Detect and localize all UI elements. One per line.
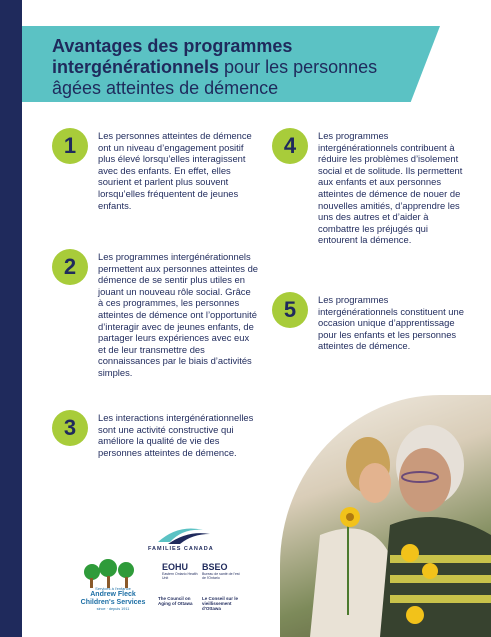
title-bold: Avantages des programmes intergénérationnels (52, 36, 293, 77)
grandmother-child-photo (280, 395, 491, 637)
andrew-fleck-small-text: Services à l'enfance (95, 586, 131, 591)
andrew-fleck-name: Andrew Fleck Children's Services (80, 591, 146, 606)
partner-logos (78, 520, 268, 630)
item-text-2: Les programmes intergénérationnels permettent aux personnes atteintes de démence de se sentir plus utiles en jouant un nouveau rôle social. Grâce à ces programmes, les personnes atteintes de démence ont l’opportunité d’interagir avec de jeunes enfants, de partager leurs expériences avec eux et de leur transmettre des connaissances par le biais d’activités simples. (98, 251, 258, 378)
item-text-3: Les interactions intergénérationnelles sont une activité constructive qui améliore la qualité de vie des personnes atteintes de démence. (98, 412, 254, 458)
council-on-aging-logo: The Council on Aging of Ottawa (158, 596, 193, 606)
families-canada-logo (148, 520, 238, 548)
page-title (52, 36, 422, 99)
item-text-1: Les personnes atteintes de démence ont un niveau d’engagement positif plus élevé lorsqu’elles interagissent avec des enfants. En effet, elles sourient et parlent plus souvent lorsqu’elles fréquentent de jeunes enfants. (98, 130, 252, 211)
eohu-subtitle: Eastern Ontario Health Unit (162, 572, 198, 580)
eohu-logo: EOHU (162, 562, 189, 572)
item-text-4: Les programmes intergénérationnels contribuent à réduire les problèmes d’isolement social et de solitude. Ils permettent aux enfants et aux personnes atteintes de démence de nouer de nouvelles amitiés, d’apprendre les uns des autres et d’aider à combattre les préjugés qui entourent la démence. (318, 130, 463, 246)
number-badge-3: 3 (52, 410, 88, 446)
number-badge-1: 1 (52, 128, 88, 164)
bseo-subtitle: Bureau de santé de l'est de l'Ontario (202, 572, 240, 580)
andrew-fleck-since: since · depuis 1911 (96, 607, 130, 611)
conseil-vieillissement-logo: Le Conseil sur le vieillissement d'Ottawa (202, 596, 239, 611)
number-badge-2: 2 (52, 249, 88, 285)
bseo-logo: BSEO (202, 562, 228, 572)
number-badge-4: 4 (272, 128, 308, 164)
title-normal: pour les personnes âgées atteintes de démence (52, 57, 378, 98)
left-sidebar-stripe (0, 0, 22, 637)
item-text-5: Les programmes intergénérationnels constituent une occasion unique d’apprentissage pour les enfants et les personnes atteintes de démence. (318, 294, 464, 352)
families-canada-text: FAMILIES CANADA (148, 546, 214, 552)
number-badge-5: 5 (272, 292, 308, 328)
